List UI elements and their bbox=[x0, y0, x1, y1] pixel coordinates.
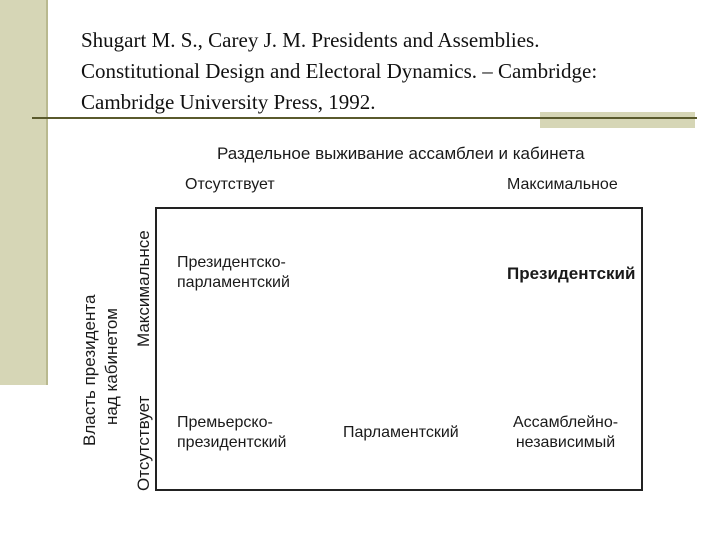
typology-figure bbox=[55, 128, 700, 500]
citation bbox=[81, 25, 701, 118]
cell-presidential: Президентский bbox=[507, 264, 636, 283]
x-axis-title: Раздельное выживание ассамблеи и кабинета bbox=[217, 144, 585, 163]
citation-line-2: Constitutional Design and Electoral Dynamics. – Cambridge: bbox=[81, 59, 598, 83]
y-axis-title-line-1: Власть президента bbox=[80, 294, 99, 446]
cell-president-parliamentary-line-1: Президентско- bbox=[177, 254, 286, 271]
cell-president-parliamentary-line-2: парламентский bbox=[177, 274, 290, 291]
cell-assembly-independent-line-2: независимый bbox=[515, 434, 616, 451]
x-axis-low-label: Отсутствует bbox=[185, 176, 275, 193]
cell-assembly-independent bbox=[513, 413, 618, 453]
left-decorative-bar bbox=[0, 0, 46, 385]
citation-line-3: Cambridge University Press, 1992. bbox=[81, 90, 376, 114]
cell-premier-presidential bbox=[177, 413, 286, 453]
y-axis-title-line-2: над кабинетом bbox=[102, 308, 121, 425]
cell-parliamentary: Парламентский bbox=[343, 424, 459, 441]
citation-line-1: Shugart M. S., Carey J. M. Presidents and Assemblies. bbox=[81, 28, 540, 52]
cell-president-parliamentary bbox=[177, 253, 290, 293]
left-bar-edge bbox=[46, 0, 48, 385]
cell-premier-presidential-line-2: президентский bbox=[177, 434, 287, 451]
y-axis-high-label: Максимальнсе bbox=[134, 230, 153, 347]
cell-assembly-independent-line-1: Ассамблейно- bbox=[513, 414, 619, 431]
y-axis-low-label: Отсутствует bbox=[134, 395, 153, 491]
x-axis-high-label: Максимальное bbox=[507, 176, 618, 193]
cell-premier-presidential-line-1: Премьерско- bbox=[177, 414, 273, 431]
